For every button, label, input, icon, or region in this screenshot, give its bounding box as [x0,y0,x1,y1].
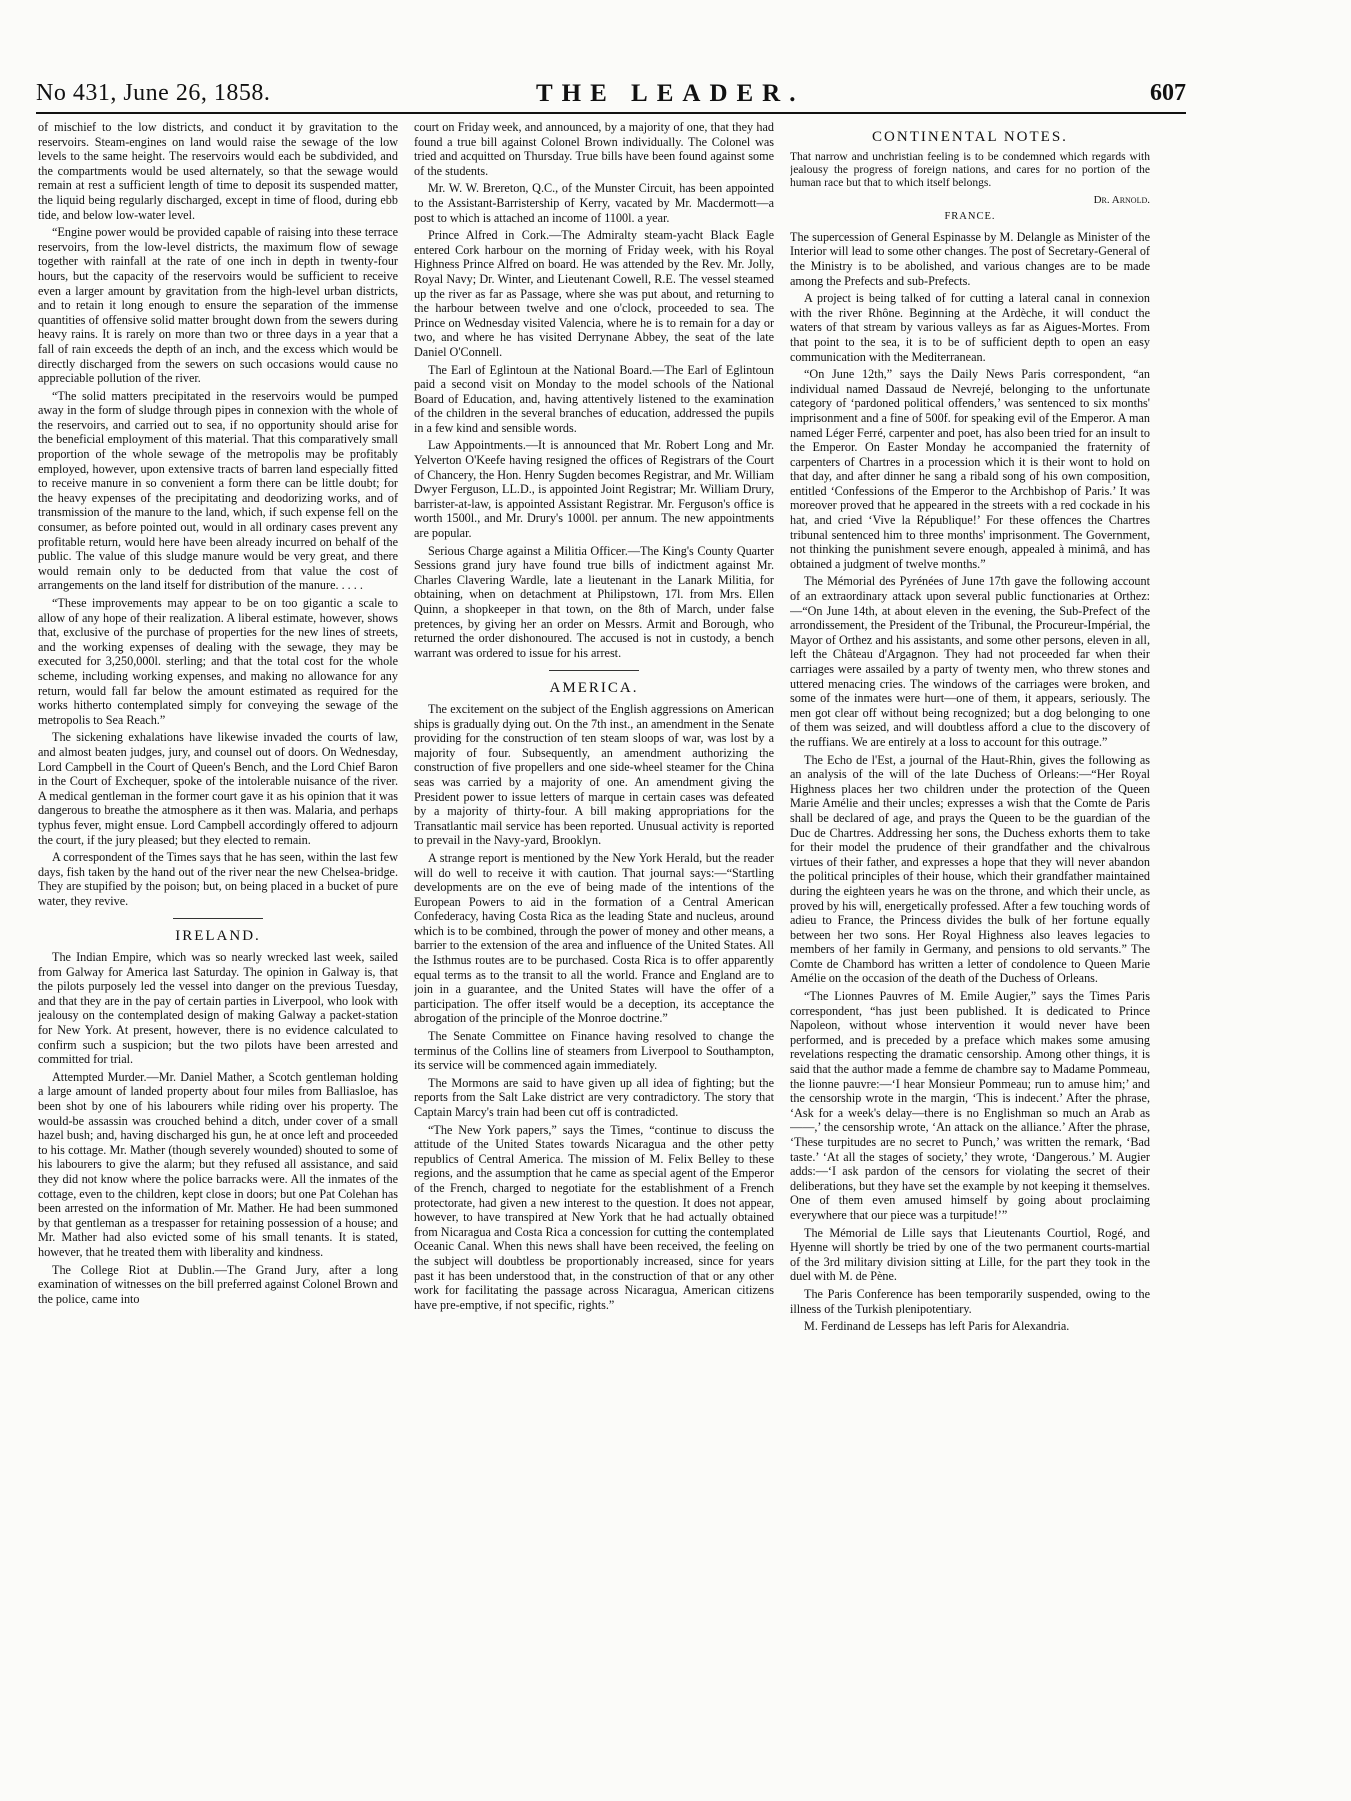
paragraph: The excitement on the subject of the English aggressions on American ships is gradually dying out. On the 7th inst., an amendment in the Senate providing for the construction of ten steam sloops of war, was lost by a majority of four. Subsequently, an amendment authorizing the construction of five propellers and one side-wheel steamer for the China seas was carried by a majority of one. An amendment giving the President power to issue letters of marque in certain cases was defeated by a majority of thirty-four. A bill making appropriations for the Transatlantic mail service has been reported. Unusual activity is reported to prevail in the Navy-yard, Brooklyn. [414,701,774,848]
section-heading-ireland: IRELAND. [175,928,261,945]
paragraph: A strange report is mentioned by the New York Herald, but the reader will do well to receive it with caution. That journal says:—“Startling developments are on the eve of being made of the intentions of the European Powers to aid in the formation of a Central American Confederacy, having Costa Rica as the leading State and nucleus, around which is to be combined, through the power of money and other means, a barrier to the extension of the area and influence of the United States. All the Isthmus routes are to be purchased. Costa Rica is to offer apparently equal terms as to the transit to all the world. France and England are to join in a guarantee, and the United States will have the offer of a participation. The offer itself would be a deception, its acceptance the abrogation of the principle of the Monroe doctrine.” [414,850,774,1026]
column-1 [38,120,398,1780]
paragraph: “The Lionnes Pauvres of M. Emile Augier,” says the Times Paris correspondent, “has just been published. It is dedicated to Prince Napoleon, without whose intervention it would never have been performed, and is preceded by a preface which makes some amusing revelations respecting the dramatic censorship. Among other things, it is said that the author made a femme de chambre say to Madame Pommeau, the lionne pauvre:—‘I hear Monsieur Pommeau; run to amuse him;’ and the censorship wrote in the margin, ‘This is indecent.’ After the phrase, ‘Ask for a week's delay—there is no Englishman so much an Arab as——,’ the censorship wrote, ‘An attack on the alliance.’ After the phrase, ‘These turpitudes are no secret to Punch,’ was written the remark, ‘Bad taste.’ ‘At all the stages of society,’ they wrote, ‘Dangerous.’ M. Augier adds:—‘I ask pardon of the censors for violating the secret of their deliberations, but they have set the example by not keeping it themselves. One of them even amused himself by going about proclaiming everywhere that our piece was a turpitude!’” [790,989,1150,1222]
epigraph-attribution: Dr. Arnold. [1093,193,1150,206]
column-3 [790,120,1150,1780]
paragraph: “These improvements may appear to be on too gigantic a scale to allow of any hope of their realization. A liberal estimate, however, shows that, exclusive of the purchase of properties for the new lines of streets, and the working expenses of dealing with the sewage, they may be executed for 3,250,000l. sterling; and that the total cost for the whole scheme, including working expenses, and making no allowance for any return, would fall far below the amount estimated as required for the works hitherto contemplated simply for conveying the sewage of the metropolis to Sea Reach.” [38,596,398,727]
paragraph: The Mormons are said to have given up all idea of fighting; but the reports from the Salt Lake district are very contradictory. The story that Captain Marcy's train had been cut off is contradicted. [414,1075,774,1119]
paragraph: The Earl of Eglintoun at the National Board.—The Earl of Eglintoun paid a second visit on Monday to the model schools of the National Board of Education, and, having attentively listened to the examination of the children in the several branches of education, addressed the pupils in a few kind and sensible words. [414,362,774,435]
paragraph: Prince Alfred in Cork.—The Admiralty steam-yacht Black Eagle entered Cork harbour on the morning of Friday week, with his Royal Highness Prince Alfred on board. He was attended by the Rev. Mr. Jolly, Royal Navy; Dr. Winter, and Lieutenant Cowell, R.E. The vessel steamed up the river as far as Passage, where she was put about, and returning to the harbour between twelve and one o'clock, proceeded to sea. The Prince on Wednesday visited Valencia, where he is to remain for a day or two, and where he has visited Derrynane Abbey, the seat of the late Daniel O'Connell. [414,228,774,359]
paragraph: The sickening exhalations have likewise invaded the courts of law, and almost beaten judges, jury, and counsel out of doors. On Wednesday, Lord Campbell in the Court of Queen's Bench, and the Lord Chief Baron in the Court of Exchequer, spoke of the intolerable nuisance of the river. A medical gentleman in the former court gave it as his opinion that it was dangerous to breathe the atmosphere as it then was. Malaria, and perhaps typhus fever, might ensue. Lord Campbell accordingly offered to adjourn the court, if the jury pleased; but they elected to remain. [38,730,398,847]
paragraph: “The solid matters precipitated in the reservoirs would be pumped away in the form of sludge through pipes in connexion with the whole of the reservoirs, and carried out to sea, if no opportunity should arise for the beneficial employment of this material. That this comparatively small proportion of the whole sewage of the metropolis may be profitably employed, however, upon extensive tracts of barren land especially fitted to receive manure in so convenient a form there can be little doubt; for the heavy expenses of the precipitating and deodorizing works, and of transmission of the manure to the land, which, if such expense fell on the consumer, as before pointed out, would in all ordinary cases prevent any profitable return, would here have been already incurred on behalf of the public. The value of this sludge manure would be very great, and there would remain only to be deducted from that value the cost of arrangements on the land itself for distribution of the manure. . . . . [38,388,398,593]
paragraph: The Senate Committee on Finance having resolved to change the terminus of the Collins line of steamers from Liverpool to Southampton, its service will be commenced again immediately. [414,1029,774,1073]
paragraph: of mischief to the low districts, and conduct it by gravitation to the reservoirs. Steam-engines on land would raise the sewage of the low levels to the same height. The reservoirs would each be subdivided, and the compartments would be used alternately, so that the sewage would remain at rest a sufficient length of time to deposit its suspended matter, the liquid being regularly discharged, except in time of flood, during ebb tide, and below low-water level. [38,120,398,222]
paragraph: A correspondent of the Times says that he has seen, within the last few days, fish taken by the hand out of the river near the new Chelsea-bridge. They are stupified by the poison; but, on being placed in a bucket of pure water, they revive. [38,850,398,908]
section-heading-continental-notes: CONTINENTAL NOTES. [872,129,1068,145]
header-rule [36,112,1186,114]
paragraph: The Indian Empire, which was so nearly wrecked last week, sailed from Galway for America last Saturday. The opinion in Galway is, that the pilots purposely led the vessel into danger on the previous Tuesday, and that they are in the pay of certain parties in Liverpool, who look with jealousy on the contemplated design of making Galway a packet-station for New York. At present, however, there is no evidence calculated to confirm such a suspicion; but the two pilots have been arrested and committed for trial. [38,950,398,1067]
column-2 [414,120,774,1780]
paragraph: Attempted Murder.—Mr. Daniel Mather, a Scotch gentleman holding a large amount of landed property about four miles from Balliasloe, has been shot by one of his labourers while riding over his property. The would-be assassin was crouched behind a ditch, under cover of a small hazel bush; and, having discharged his gun, he at once left and proceeded to his cottage. Mr. Mather (though severely wounded) shouted to some of his labourers to give the alarm; but they refused all assistance, and said they did not know where the police barracks were. All the inmates of the cottage, even to the children, kept close in doors; but one Pat Colehan has been arrested on the information of Mr. Mather. He had been summoned by that gentleman as a trespasser for retaining possession of a house; and Mr. Mather had also evicted some of his small tenants. It is stated, however, that he treated them with liberality and kindness. [38,1069,398,1259]
paragraph: M. Ferdinand de Lesseps has left Paris for Alexandria. [804,1319,1070,1334]
paragraph: The supercession of General Espinasse by M. Delangle as Minister of the Interior will lead to some other changes. The post of Secretary-General of the Ministry is to be abolished, and various changes are to be made among the Prefects and sub-Prefects. [790,229,1150,288]
subsection-heading-france: FRANCE. [944,211,996,223]
epigraph: That narrow and unchristian feeling is to be condemned which regards with jealousy the progress of foreign nations, and cares for no portion of the human race but that to which itself belongs. [790,150,1150,189]
paragraph: “On June 12th,” says the Daily News Paris correspondent, “an individual named Dassaud de Nevrejé, belonging to the unfortunate category of ‘pardoned political offenders,’ was sentenced to six months' imprisonment and a fine of 500f. for speaking evil of the Emperor. A man named Léger Ferré, carpenter and poet, has also been tried for an insult to the Emperor. On Easter Monday he accompanied the fraternity of carpenters of Chartres in a procession which it is their wont to hold on that day, and after dinner he sang a ribald song of his own composition, entitled ‘Confessions of the Emperor to the Archbishop of Paris.’ It was moreover proved that he appeared in the streets with a red cockade in his hat, and cried ‘Vive la République!’ For these offences the Chartres tribunal sentenced him to three months' imprisonment. The Government, not thinking the punishment severe enough, appealed à minimâ, and has obtained a judgment of twelve months.” [790,367,1150,571]
page-number: 607 [1150,80,1186,106]
paragraph: The College Riot at Dublin.—The Grand Jury, after a long examination of witnesses on the bill preferred against Colonel Brown and the police, came into [38,1262,398,1306]
issue-date: No 431, June 26, 1858. [36,80,271,106]
section-divider [173,918,263,919]
section-divider [549,670,639,671]
paragraph: The Paris Conference has been temporarily suspended, owing to the illness of the Turkish plenipotentiary. [790,1286,1150,1316]
paragraph: A project is being talked of for cutting a lateral canal in connexion with the river Rhône. Beginning at the Ardèche, it will conduct the waters of that stream by various valleys as far as Aigues-Mortes. From that point to the sea, it is to be of sufficient depth to open an easy communication with the Mediterranean. [790,291,1150,364]
paragraph: court on Friday week, and announced, by a majority of one, that they had found a true bill against Colonel Brown individually. The Colonel was tried and acquitted on Thursday. True bills have been found against some of the students. [414,120,774,178]
section-heading-america: AMERICA. [549,680,639,697]
paragraph: The Mémorial des Pyrénées of June 17th gave the following account of an extraordinary attack upon several public functionaries at Orthez:—“On June 14th, at about eleven in the evening, the Sub-Prefect of the arrondissement, the President of the Tribunal, the Procureur-Impérial, the Mayor of Orthez and his assistants, and some other persons, eleven in all, left the Château d'Argagnon. They had not proceeded far when their carriages were assailed by a party of twenty men, who threw stones and uttered menacing cries. The windows of the carriages were broken, and some of the inmates were hurt—one of them, it appears, seriously. The men got clear off without being recognized; but a dog belonging to one of them was seized, and will doubtless afford a clue to the discovery of the ruffians. We are entirely at a loss to account for this outrage.” [790,574,1150,749]
paragraph: The Echo de l'Est, a journal of the Haut-Rhin, gives the following as an analysis of the will of the late Duchess of Orleans:—“Her Royal Highness places her two children under the protection of the Queen Marie Amélie and their uncles; expresses a wish that the Comte de Paris shall be declared of age, and prays the Queen to be the guardian of the Duc de Chartres. Addressing her sons, the Duchess exhorts them to take for their model the prudence of their grandfather and the chivalrous virtues of their father, and expresses a hope that they will never abandon the political principles of their house, which their grandfather maintained during the eighteen years he was on the throne, and which their uncle, as proved by his will, energetically professed. After a few touching words of adieu to France, the Princess divides the bulk of her fortune equally between her two sons. Her Royal Highness also leaves legacies to members of her family in Germany, and pensions to old servants.” The Comte de Chambord has written a letter of condolence to Queen Marie Amélie on the occasion of the death of the Duchess of Orleans. [790,752,1150,986]
paragraph: “Engine power would be provided capable of raising into these terrace reservoirs, from the low-level districts, the maximum flow of sewage together with rainfall at the rate of one inch in depth in twenty-four hours, but the capacity of the reservoirs would be sufficient to receive even a larger amount by gravitation from the high-level urban districts, and to retain it long enough to ensure the separation of the immense quantities of offensive solid matter brought down from the sewers during heavy rains. It is rarely on more than two or three days in a year that a fall of rain exceeds the depth of an inch, and the excess which would be directly discharged from the sewers on such occasions would cause no appreciable pollution of the river. [38,225,398,386]
paragraph: The Mémorial de Lille says that Lieutenants Courtiol, Rogé, and Hyenne will shortly be tried by one of the two permanent courts-martial of the 3rd military division sitting at Lille, for the part they took in the duel with M. de Pène. [790,1225,1150,1284]
paragraph: Mr. W. W. Brereton, Q.C., of the Munster Circuit, has been appointed to the Assistant-Barristership of Kerry, vacated by Mr. Macdermott—a post to which is attached an income of 1100l. a year. [414,181,774,225]
paragraph: Serious Charge against a Militia Officer.—The King's County Quarter Sessions grand jury have found true bills of indictment against Mr. Charles Clavering Wardle, late a lieutenant in the Lanark Militia, for obtaining, when on detachment at Philipstown, 17l. from Mrs. Ellen Quinn, a shopkeeper in that town, on the 8th of March, under false pretences, by giving her an order on Messrs. Armit and Borough, who returned the order dishonoured. The accused is not in custody, a bench warrant was ordered to issue for his arrest. [414,543,774,660]
paragraph: Law Appointments.—It is announced that Mr. Robert Long and Mr. Yelverton O'Keefe having resigned the offices of Registrars of the Court of Chancery, the Hon. Henry Sugden becomes Registrar, and Mr. William Dwyer Ferguson, LL.D., is appointed Joint Registrar; Mr. William Drury, barrister-at-law, is appointed Assistant Registrar. Mr. Ferguson's office is worth 1500l., and Mr. Drury's 1000l. per annum. The new appointments are popular. [414,438,774,541]
paragraph: “The New York papers,” says the Times, “continue to discuss the attitude of the United States towards Nicaragua and the other petty republics of Central America. The mission of M. Felix Belley to these regions, and the assumption that he came as special agent of the Emperor of the French, charged to negotiate for the establishment of a French protectorate, had given a new interest to the question. It does not appear, however, to have transpired at New York that he had actually obtained from Nicaragua and Costa Rica a concession for cutting the contemplated Oceanic Canal. When this news shall have been received, the feeling on the subject will doubtless be proportionably increased, since for years past it has been understood that, in the construction of that or any other work for facilitating the passage across Nicaragua, American citizens have pre-emptive, if not specific, rights.” [414,1122,774,1312]
newspaper-title: THE LEADER. [536,80,805,107]
masthead [36,80,1186,106]
